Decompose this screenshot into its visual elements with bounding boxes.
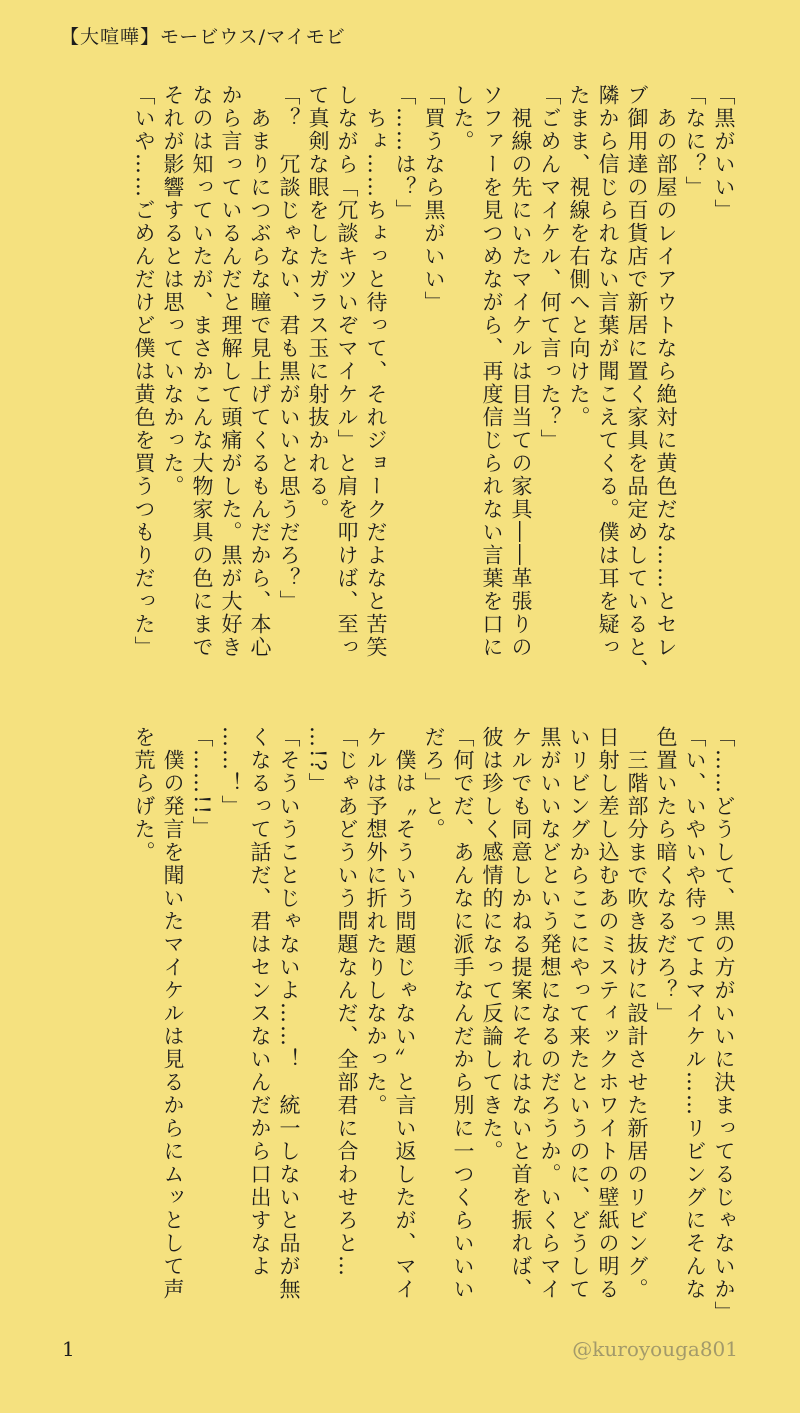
text-line: 「ごめんマイケル、何て言った？」 (538, 84, 562, 452)
text-line: 色置いたら暗くなるだろ？」 (654, 726, 678, 1025)
text-line: ソファーを見つめながら、再度信じられない言葉を口に (480, 84, 504, 659)
text-line: ケルは予想外に折れたりしなかった。 (364, 726, 388, 1117)
text-line: …!?」 (306, 726, 330, 796)
text-line: 黒がいいなどという発想になるのだろうか。いくらマイ (538, 726, 562, 1301)
text-line: しながら「冗談キツいぞマイケル」と肩を叩けば、至っ (335, 84, 359, 659)
text-line: 「？ 冗談じゃない、君も黒がいいと思うだろ？」 (277, 84, 301, 613)
text-line: 僕は〝そういう問題じゃない〟と言い返したが、マイ (393, 726, 417, 1301)
text-line: あの部屋のレイアウトなら絶対に黄色だな……とセレ (654, 84, 678, 659)
text-line: 僕の発言を聞いたマイケルは見るからにムッとして声 (161, 726, 185, 1301)
text-line: 三階部分まで吹き抜けに設計させた新居のリビング。 (625, 726, 649, 1301)
text-line: 日射し差し込むあのミスティックホワイトの壁紙の明る (596, 726, 620, 1301)
text-line: 彼は珍しく感情的になって反論してきた。 (480, 726, 504, 1163)
text-line: だろ」と。 (422, 726, 446, 841)
text-line: それが影響するとは思っていなかった。 (161, 84, 185, 498)
text-block-bottom (129, 726, 738, 1326)
page-header-title: 【大喧嘩】モービウス/マイモビ (60, 26, 346, 48)
text-line: 視線の先にいたマイケルは目当ての家具――革張りの (509, 84, 533, 659)
text-line: 「買うなら黒がいい」 (422, 84, 446, 314)
text-line: くなるって話だ、君はセンスないんだから口出すなよ (248, 726, 272, 1278)
text-line: 隣から信じられない言葉が聞こえてくる。僕は耳を疑っ (596, 84, 620, 659)
text-line: 「そういうことじゃないよ……！ 統一しないと品が無 (277, 726, 301, 1301)
text-line: 「じゃあどういう問題なんだ、全部君に合わせろと… (335, 726, 359, 1278)
text-line: 「いや……ごめんだけど僕は黄色を買うつもりだった」 (132, 84, 156, 659)
text-line: 「……は？」 (393, 84, 417, 222)
text-line: 「なに？」 (683, 84, 707, 199)
text-line: 「黒がいい」 (712, 84, 736, 222)
text-line: 「……!!」 (190, 726, 214, 839)
text-line: ケルでも同意しかねる提案にそれはないと首を振れば、 (509, 726, 533, 1301)
text-line: 「い、いやいや待ってよマイケル……リビングにそんな (683, 726, 707, 1301)
text-line: 「……どうして、黒の方がいいに決まってるじゃないか」 (712, 726, 736, 1324)
text-line: を荒らげた。 (132, 726, 156, 864)
page-number: 1 (62, 1337, 75, 1361)
text-line: ブ御用達の百貨店で新居に置く家具を品定めしていると、 (625, 84, 649, 682)
author-handle: @kuroyouga801 (572, 1337, 738, 1361)
text-line: 「何でだ、あんなに派手なんだから別に一つくらいいい (451, 726, 475, 1301)
text-line: いリビングからここにやって来たというのに、どうして (567, 726, 591, 1301)
text-line: て真剣な眼をしたガラス玉に射抜かれる。 (306, 84, 330, 521)
text-line: あまりにつぶらな瞳で見上げてくるもんだから、本心 (248, 84, 272, 659)
text-line: ……！」 (219, 726, 243, 818)
text-line: ちょ……ちょっと待って、それジョークだよなと苦笑 (364, 84, 388, 659)
text-line: から言っているんだと理解して頭痛がした。黒が大好き (219, 84, 243, 659)
text-line: なのは知っていたが、まさかこんな大物家具の色にまで (190, 84, 214, 659)
text-block-top (129, 84, 738, 684)
text-line: した。 (451, 84, 475, 153)
text-line: たまま、視線を右側へと向けた。 (567, 84, 591, 429)
